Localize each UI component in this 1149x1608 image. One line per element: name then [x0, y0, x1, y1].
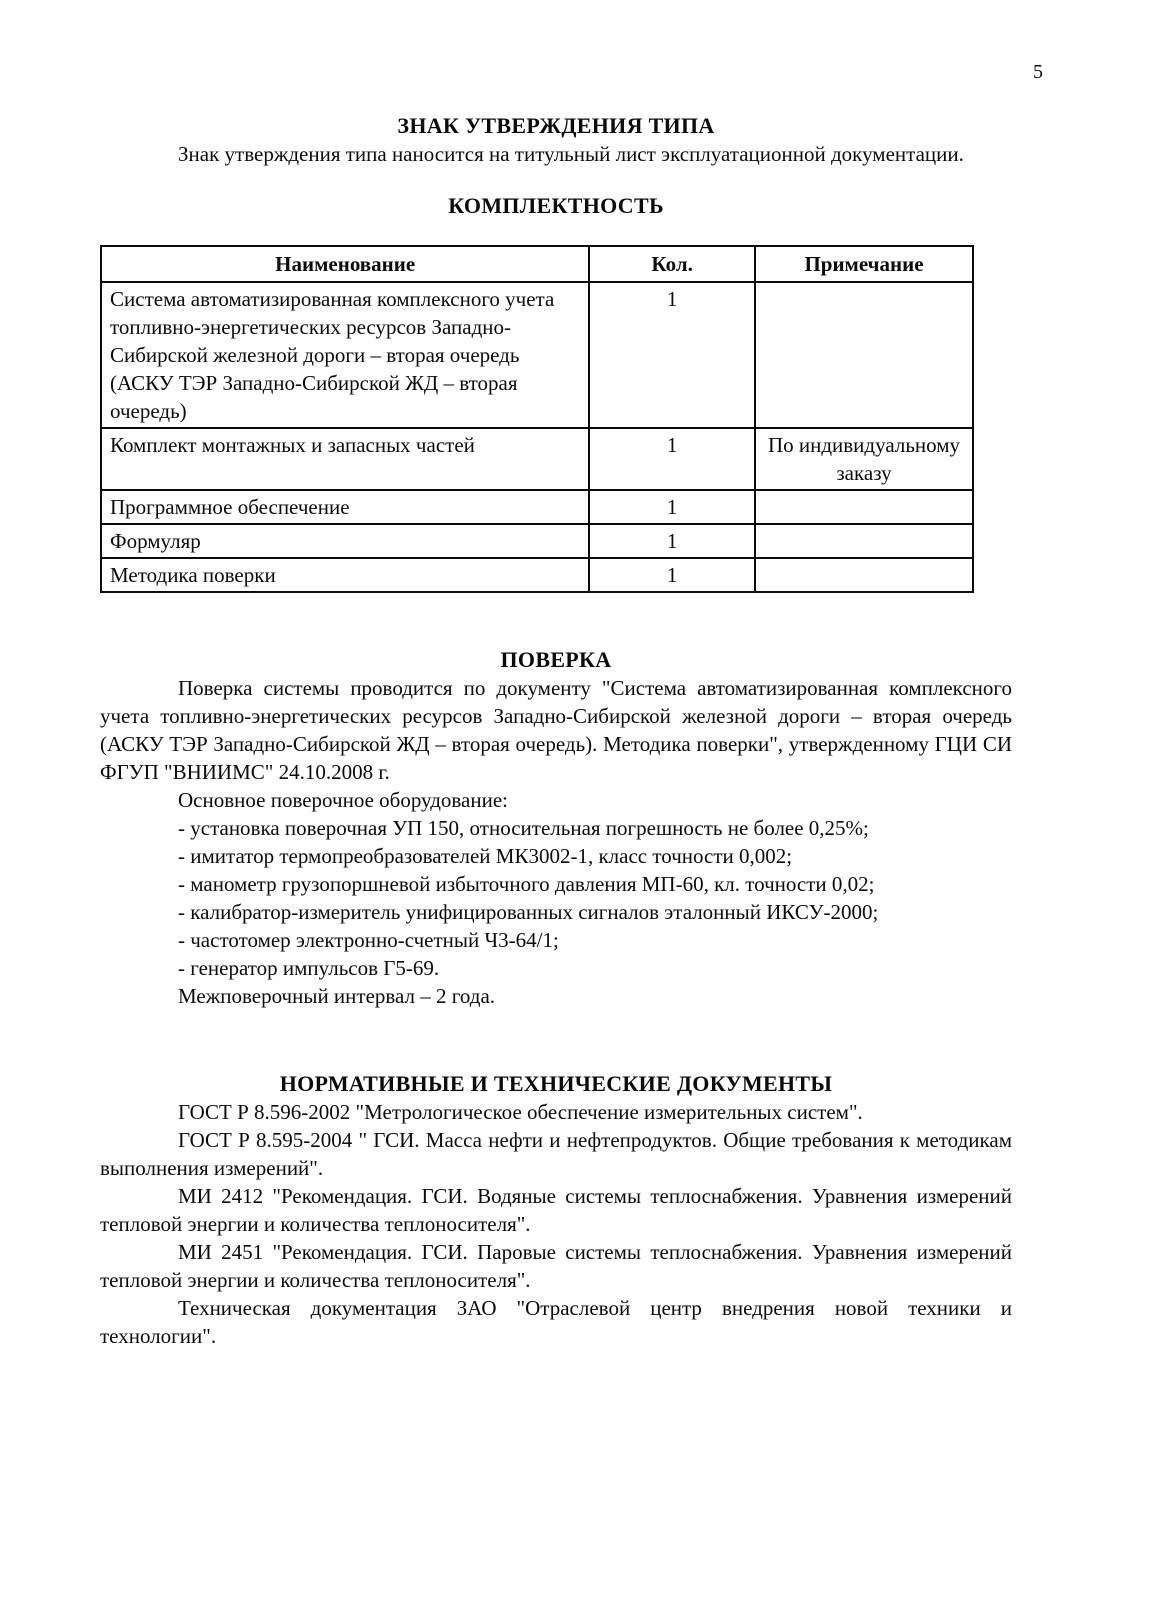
- equipment-item: - частотомер электронно-счетный Ч3-64/1;: [178, 928, 559, 952]
- normative-paragraph: ГОСТ Р 8.596-2002 "Метрологическое обеспечение измерительных систем".: [178, 1100, 863, 1124]
- normative-paragraph: МИ 2451 "Рекомендация. ГСИ. Паровые системы теплоснабжения. Уравнения измерений тепловой энергии и количества теплоносителя".: [100, 1240, 1012, 1292]
- completeness-table: [100, 245, 974, 593]
- equipment-item: - имитатор термопреобразователей МК3002-1, класс точности 0,002;: [178, 844, 793, 868]
- column-header-note: Примечание: [755, 246, 973, 282]
- cell-note: По индивидуальному заказу: [755, 428, 973, 490]
- equipment-list-heading: Основное поверочное оборудование:: [178, 788, 509, 812]
- table-row: [101, 558, 973, 592]
- equipment-item: - манометр грузопоршневой избыточного давления МП-60, кл. точности 0,02;: [178, 872, 875, 896]
- equipment-item: - калибратор-измеритель унифицированных сигналов эталонный ИКСУ-2000;: [178, 900, 879, 924]
- verification-interval: Межповерочный интервал – 2 года.: [178, 984, 496, 1008]
- cell-quantity: 1: [589, 282, 755, 428]
- verification-paragraph: Поверка системы проводится по документу "Система автоматизированная комплексного учета топливно-энергетических ресурсов Западно-Сибирской железной дороги – вторая очередь (АСКУ ТЭР Западно-Сибирской ЖД – вторая очередь). Методика поверки", утвержденному ГЦИ СИ ФГУП "ВНИИМС" 24.10.2008 г.: [100, 676, 1012, 784]
- cell-quantity: 1: [589, 428, 755, 490]
- section-title-completeness: КОМПЛЕКТНОСТЬ: [448, 193, 664, 218]
- cell-name: Система автоматизированная комплексного учета топливно-энергетических ресурсов Западно-Сибирской железной дороги – вторая очередь (АСКУ ТЭР Западно-Сибирской ЖД – вторая очередь): [101, 282, 589, 428]
- table-row: [101, 282, 973, 428]
- cell-name: Формуляр: [101, 524, 589, 558]
- cell-note: [755, 282, 973, 428]
- section-title-verification: ПОВЕРКА: [500, 647, 612, 672]
- equipment-item: - генератор импульсов Г5-69.: [178, 956, 440, 980]
- cell-quantity: 1: [589, 490, 755, 524]
- equipment-item: - установка поверочная УП 150, относительная погрешность не более 0,25%;: [178, 816, 869, 840]
- column-header-quantity: Кол.: [589, 246, 755, 282]
- cell-quantity: 1: [589, 524, 755, 558]
- cell-name: Методика поверки: [101, 558, 589, 592]
- table-row: [101, 524, 973, 558]
- table-header-row: [101, 246, 973, 282]
- section-title-type-approval-mark: ЗНАК УТВЕРЖДЕНИЯ ТИПА: [397, 113, 715, 138]
- cell-name: Комплект монтажных и запасных частей: [101, 428, 589, 490]
- cell-quantity: 1: [589, 558, 755, 592]
- table-row: [101, 428, 973, 490]
- table-row: [101, 490, 973, 524]
- cell-name: Программное обеспечение: [101, 490, 589, 524]
- normative-paragraph: Техническая документация ЗАО "Отраслевой центр внедрения новой техники и технологии".: [100, 1296, 1012, 1348]
- page-content: [100, 0, 1012, 1350]
- type-approval-paragraph: Знак утверждения типа наносится на титульный лист эксплуатационной документации.: [178, 142, 964, 166]
- section-title-normative-documents: НОРМАТИВНЫЕ И ТЕХНИЧЕСКИЕ ДОКУМЕНТЫ: [279, 1071, 833, 1096]
- cell-note: [755, 490, 973, 524]
- page-number: 5: [1033, 61, 1043, 83]
- normative-paragraph: ГОСТ Р 8.595-2004 " ГСИ. Масса нефти и нефтепродуктов. Общие требования к методикам выполнения измерений".: [100, 1128, 1012, 1180]
- normative-paragraph: МИ 2412 "Рекомендация. ГСИ. Водяные системы теплоснабжения. Уравнения измерений тепловой энергии и количества теплоносителя".: [100, 1184, 1012, 1236]
- column-header-name: Наименование: [101, 246, 589, 282]
- cell-note: [755, 524, 973, 558]
- cell-note: [755, 558, 973, 592]
